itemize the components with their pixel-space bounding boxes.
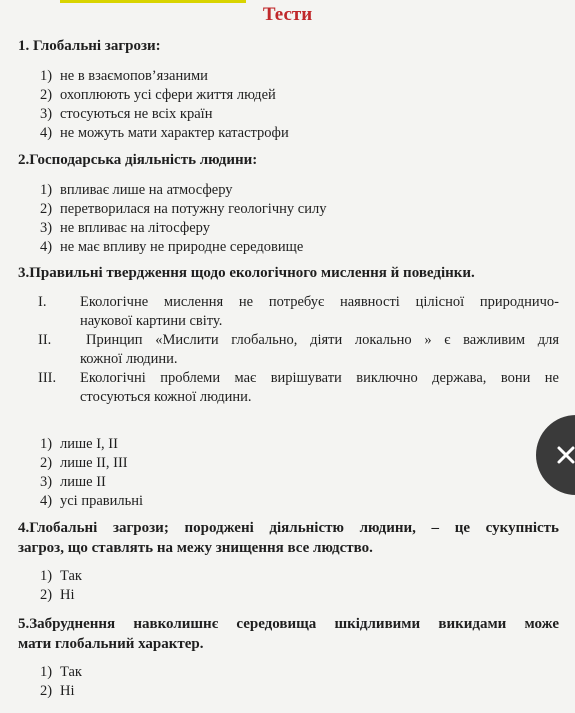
statement-3-text-cont: стосуються кожної людини. <box>80 389 252 405</box>
question-3-title: 3.Правильні твердження щодо екологічного мислення й поведінки. <box>18 265 475 281</box>
question-2-option-3: 3) не впливає на літосферу <box>40 220 210 236</box>
statement-1-text-cont: наукової картини світу. <box>80 313 223 329</box>
statement-3-number: III. <box>38 370 57 386</box>
statement-2-number: II. <box>38 332 52 348</box>
question-3-option-3: 3) лише ІІ <box>40 474 106 490</box>
question-5-title-cont: мати глобальний характер. <box>18 636 204 652</box>
question-1-option-4: 4) не можуть мати характер катастрофи <box>40 125 289 141</box>
question-1-option-1: 1) не в взаємопов’язаними <box>40 68 208 84</box>
question-5-title: 5.Забруднення навколишнє середовища шкідливими викидами може <box>18 616 559 632</box>
close-button[interactable] <box>536 415 575 495</box>
question-2-option-1: 1) впливає лише на атмосферу <box>40 182 233 198</box>
question-2-option-2: 2) перетворилася на потужну геологічну силу <box>40 201 327 217</box>
question-1-option-3: 3) стосуються не всіх країн <box>40 106 213 122</box>
statement-2-text: Принцип «Мислити глобально, діяти локально » є важливим для <box>86 332 559 348</box>
statement-2-text-cont: кожної людини. <box>80 351 178 367</box>
question-2-option-4: 4) не має впливу не природне середовище <box>40 239 304 255</box>
question-2-title: 2.Господарська діяльність людини: <box>18 152 258 168</box>
question-5-option-2: 2) Ні <box>40 683 75 699</box>
question-1-title: 1. Глобальні загрози: <box>18 38 161 54</box>
question-3-option-2: 2) лише ІІ, ІІІ <box>40 455 128 471</box>
page-title: Тести <box>262 4 313 25</box>
question-4-title: 4.Глобальні загрози; породжені діяльністю людини, – це сукупність <box>18 520 559 536</box>
question-3-option-1: 1) лише І, ІІ <box>40 436 118 452</box>
question-3-option-4: 4) усі правильні <box>40 493 144 509</box>
statement-1-text: Екологічне мислення не потребує наявності цілісної природничо- <box>80 294 559 310</box>
statement-1-number: I. <box>38 294 47 310</box>
question-1-option-2: 2) охоплюють усі сфери життя людей <box>40 87 276 103</box>
statement-3-text: Екологічні проблеми має вирішувати виключно держава, вони не <box>80 370 559 386</box>
close-icon <box>556 445 575 465</box>
question-5-option-1: 1) Так <box>40 664 82 680</box>
question-4-option-1: 1) Так <box>40 568 82 584</box>
question-4-option-2: 2) Ні <box>40 587 75 603</box>
highlight-strip <box>60 0 246 3</box>
question-4-title-cont: загроз, що ставлять на межу знищення все людство. <box>18 540 373 556</box>
